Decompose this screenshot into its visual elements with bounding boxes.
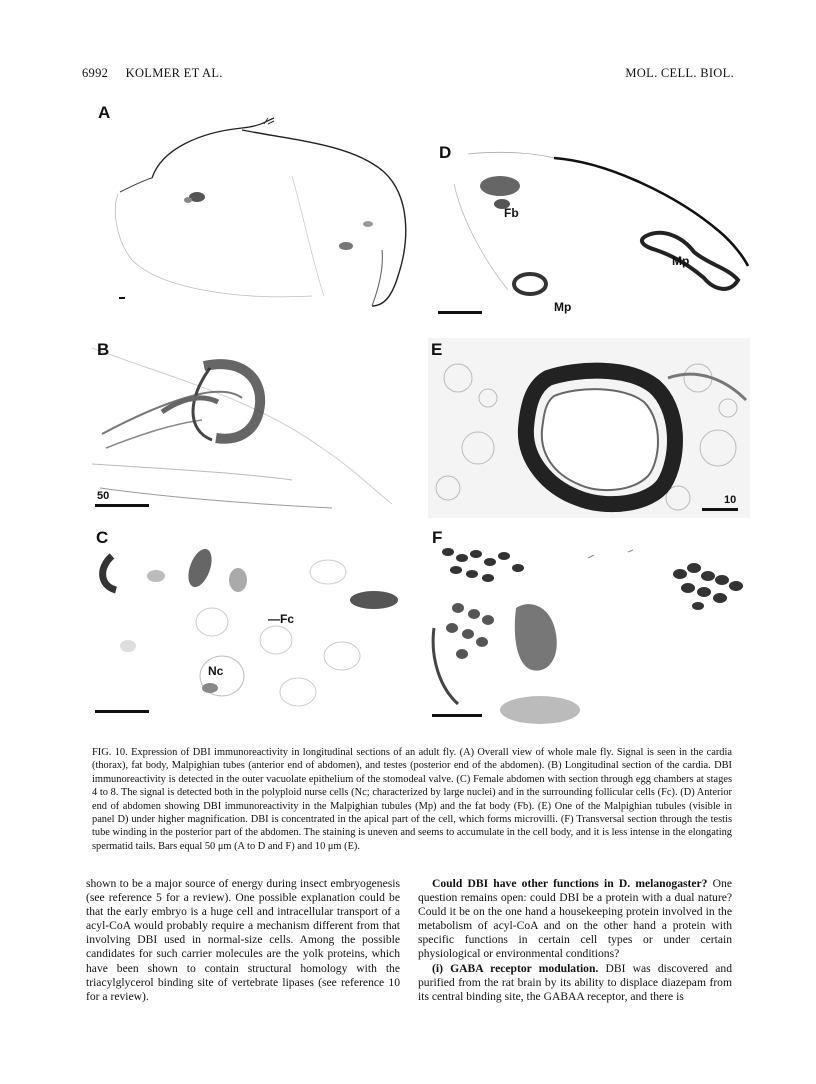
annotation-nc: Nc — [208, 664, 224, 678]
scale-bar-a — [119, 297, 125, 299]
scale-label-e: 10 — [724, 494, 737, 506]
figure-panel-d — [428, 140, 750, 322]
panel-label-a: A — [98, 103, 111, 122]
right-column-paragraph-1 — [418, 877, 732, 962]
panel-label-e: E — [431, 340, 443, 359]
annotation-mp-upper: Mp — [672, 254, 690, 268]
figure-panel-c — [92, 528, 412, 726]
scale-bar-c — [95, 710, 149, 713]
right-column-paragraph-2-text: DBI was discovered and purified from the rat brain by its ability to displace diazepam from its central binding site, the GABAA receptor, and there is — [418, 961, 732, 1003]
scale-bar-f — [432, 714, 482, 717]
scale-bar-e — [702, 508, 738, 511]
left-column-paragraph: shown to be a major source of energy during insect embryogenesis (see reference 5 for a review). One possible explanation could be that the early embryo is a huge cell and intracellular transport of a acyl-CoA would probably require a mechanism different from that involving DBI used in normal-size cells. Among the possible candidates for such carrier molecules are the yolk proteins, which have been shown to contain structural homology with the triacylglycerol binding site of vertebrate lipases (see reference 10 for a review). — [86, 877, 400, 1003]
figure-caption — [92, 746, 732, 853]
figure-panel-f — [428, 528, 750, 726]
panel-c-micrograph — [92, 528, 412, 726]
panel-d-micrograph — [428, 140, 750, 322]
figure-panel-b — [92, 338, 412, 518]
caption-fig-label: FIG. 10. — [92, 747, 128, 758]
panel-label-c: C — [96, 528, 109, 547]
panel-label-f: F — [432, 528, 443, 547]
scale-bar-d — [438, 311, 482, 314]
panel-b-micrograph — [92, 338, 412, 518]
section-heading-gaba: (i) GABA receptor modulation. — [432, 961, 599, 975]
annotation-fc: —Fc — [268, 612, 295, 626]
annotation-fb: Fb — [504, 206, 519, 220]
scale-label-b: 50 — [97, 490, 110, 502]
figure-panel-e — [428, 338, 750, 518]
right-column-paragraph-2 — [418, 962, 732, 1004]
caption-text: Expression of DBI immunoreactivity in longitudinal sections of an adult fly. (A) Overall view of whole male fly. Signal is seen in the cardia (thorax), fat body, Malpighian tubes (anterior end of abdomen), and testes (posterior end of the abdomen). (B) Longitudinal section of the cardia. DBI immunoreactivity is detected in the outer vacuolate epithelium of the stomodeal valve. (C) Female abdomen with section through egg chambers at stages 4 to 8. The signal is detected both in the polyploid nurse cells (Nc; characterized by large nuclei) and in the surrounding follicular cells (Fc). (D) Anterior end of abdomen showing DBI immunoreactivity in the Malpighian tubules (Mp) and the fat body (Fb). (E) One of the Malpighian tubules (visible in panel D) under higher magnification. DBI is concentrated in the apical part of the cell, which forms microvilli. (F) Transversal section through the testis tube winding in the posterior part of the abdomen. The staining is uneven and seems to accumulate in the cell body, and it is less intense in the elongating spermatid tails. Bars equal 50 μm (A to D and F) and 10 μm (E). — [92, 747, 732, 852]
panel-label-d: D — [439, 143, 452, 162]
panel-f-micrograph — [428, 528, 750, 726]
figure-panel-a — [92, 100, 412, 322]
scale-bar-b — [95, 504, 149, 507]
body-column-left — [86, 877, 400, 1004]
panel-e-micrograph — [428, 338, 750, 518]
annotation-mp-lower: Mp — [554, 300, 572, 314]
header-authors: KOLMER ET AL. — [125, 66, 223, 80]
running-header-left — [82, 66, 223, 81]
annotation-fc-text: Fc — [280, 612, 295, 626]
panel-a-micrograph — [92, 100, 412, 322]
panel-label-b: B — [97, 340, 110, 359]
page-number: 6992 — [82, 66, 109, 80]
header-journal: MOL. CELL. BIOL. — [625, 66, 734, 80]
right-column-paragraph-1-text: One question remains open: could DBI be a protein with a dual nature? Could it be on the one hand a housekeeping protein involved in the metabolism of acyl-CoA and on the other hand a protein with specific functions in certain cell types or under certain physiological or environmental conditions? — [418, 877, 732, 961]
section-heading-other-functions: Could DBI have other functions in D. melanogaster? — [432, 877, 708, 890]
body-column-right — [418, 877, 732, 1004]
